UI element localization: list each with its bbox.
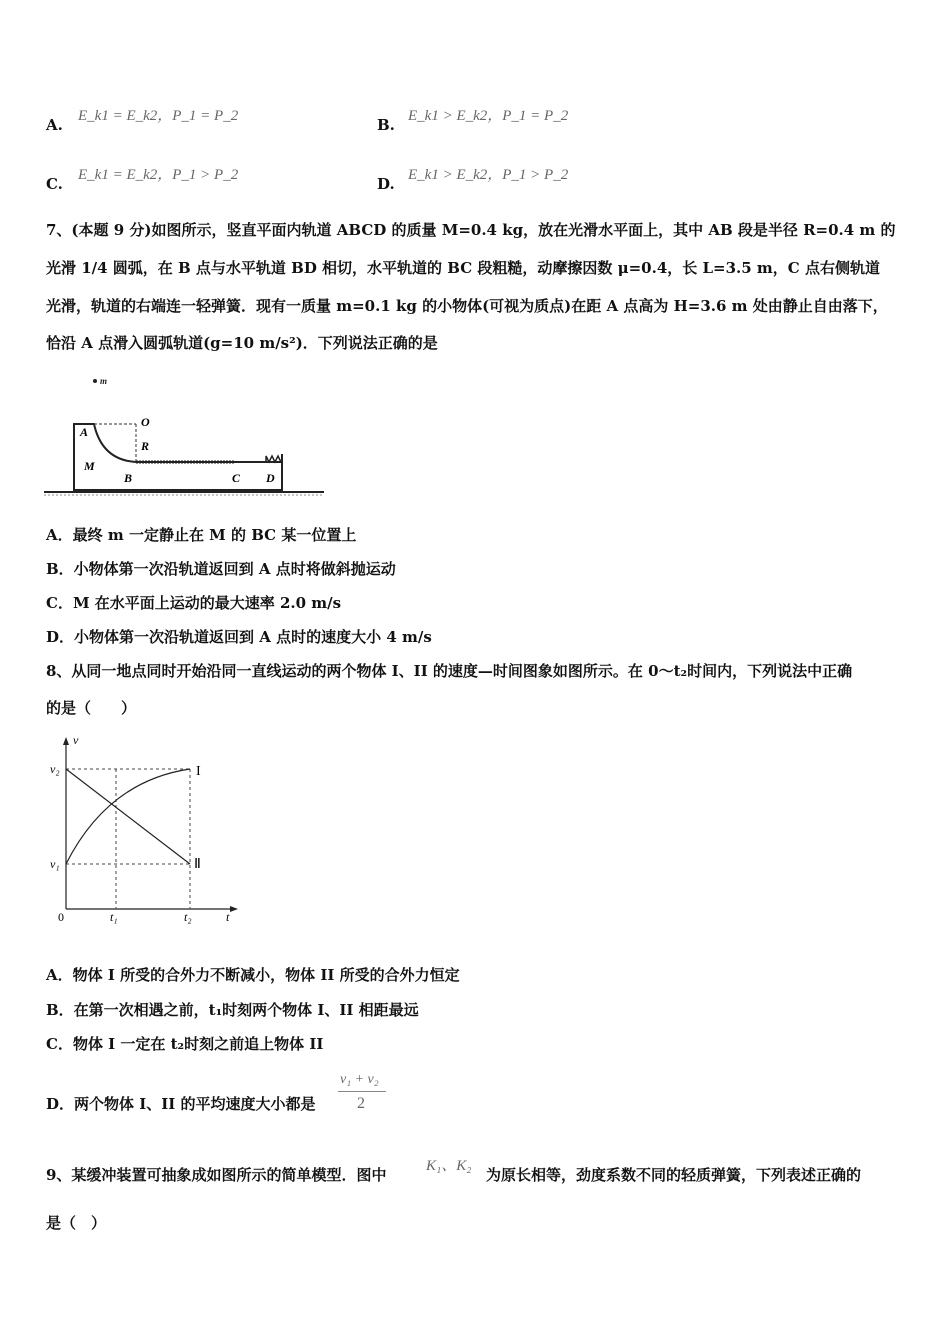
label-t: t <box>226 910 230 924</box>
figure-label-a: A <box>80 425 89 439</box>
q7-option-a: A．最终 m 一定静止在 M 的 BC 某一位置上 <box>46 526 357 544</box>
fraction-denominator: 2 <box>357 1095 365 1112</box>
label-v2: v₂ <box>50 762 60 776</box>
track-block-outline <box>74 424 282 490</box>
q8-option-b: B．在第一次相遇之前，t₁时刻两个物体 I、II 相距最远 <box>46 1001 419 1019</box>
figure-label-r: R <box>141 439 150 453</box>
q8-vt-graph <box>46 735 246 927</box>
figure-label-b: B <box>124 471 133 485</box>
q7-stem-line-3: 光滑，轨道的右端连一轻弹簧．现有一质量 m=0.1 kg 的小物体(可视为质点)在距 A 点高为 H=3.6 m 处由静止自由落下， <box>46 297 888 315</box>
q7-option-d: D．小物体第一次沿轨道返回到 A 点时的速度大小 4 m/s <box>46 628 432 646</box>
q6-option-a-label: A. <box>46 116 63 134</box>
line-ii <box>66 769 190 864</box>
falling-mass-dot <box>93 379 97 383</box>
q9-stem-line-2: 是（ ） <box>46 1214 107 1232</box>
q9-stem-after: 为原长相等，劲度系数不同的轻质弹簧，下列表述正确的 <box>486 1166 862 1184</box>
label-v1: v₁ <box>50 857 60 871</box>
q6-option-d-label: D. <box>377 175 395 193</box>
fraction-bar <box>338 1091 386 1092</box>
figure-label-d: D <box>266 471 275 485</box>
label-t2: t₂ <box>184 910 192 924</box>
q8-stem-line-1: 8、从同一地点同时开始沿同一直线运动的两个物体 I、II 的速度—时间图象如图所示。在 0～t₂时间内，下列说法中正确 <box>46 662 853 680</box>
figure-label-m: m <box>100 376 108 386</box>
q7-stem-line-1: 7、(本题 9 分)如图所示，竖直平面内轨道 ABCD 的质量 M=0.4 kg，放在光滑水平面上，其中 AB 段是半径 R=0.4 m 的 <box>46 221 896 239</box>
label-t1: t₁ <box>110 910 118 924</box>
label-curve-i: I <box>196 764 201 779</box>
q7-track-figure <box>44 372 326 500</box>
q6-option-b-label: B. <box>377 116 395 134</box>
q6-option-c-expr: E_k1 = E_k2，P_1 > P_2 <box>78 167 239 183</box>
q9-springs: K₁、K₂ <box>426 1158 472 1174</box>
q7-stem-line-2: 光滑 1/4 圆弧，在 B 点与水平轨道 BD 相切，水平轨道的 BC 段粗糙，动摩擦因数 μ=0.4，长 L=3.5 m，C 点右侧轨道 <box>46 259 880 277</box>
fraction-numerator: v₁ + v₂ <box>340 1072 379 1087</box>
q9-stem-before: 9、某缓冲装置可抽象成如图所示的简单模型．图中 <box>46 1166 387 1184</box>
q6-option-a-expr: E_k1 = E_k2，P_1 = P_2 <box>78 108 239 124</box>
q6-option-d-expr: E_k1 > E_k2，P_1 > P_2 <box>408 167 569 183</box>
q8-stem-line-2: 的是（ ） <box>46 699 137 717</box>
figure-label-o: O <box>141 415 150 429</box>
label-v: v <box>73 735 79 747</box>
q7-option-b: B．小物体第一次沿轨道返回到 A 点时将做斜抛运动 <box>46 560 396 578</box>
q7-option-c: C．M 在水平面上运动的最大速率 2.0 m/s <box>46 594 342 612</box>
figure-label-big-m: M <box>84 459 95 473</box>
figure-label-c: C <box>232 471 241 485</box>
label-origin: 0 <box>58 910 64 924</box>
q8-option-d: D．两个物体 I、II 的平均速度大小都是 <box>46 1095 316 1113</box>
q6-option-b-expr: E_k1 > E_k2，P_1 = P_2 <box>408 108 569 124</box>
q8-option-a: A．物体 I 所受的合外力不断减小，物体 II 所受的合外力恒定 <box>46 966 460 984</box>
q8-option-c: C．物体 I 一定在 t₂时刻之前追上物体 II <box>46 1035 324 1053</box>
q7-stem-line-4: 恰沿 A 点滑入圆弧轨道(g=10 m/s²)．下列说法正确的是 <box>46 334 438 352</box>
q6-option-c-label: C. <box>46 175 63 193</box>
label-curve-ii: Ⅱ <box>194 857 201 872</box>
